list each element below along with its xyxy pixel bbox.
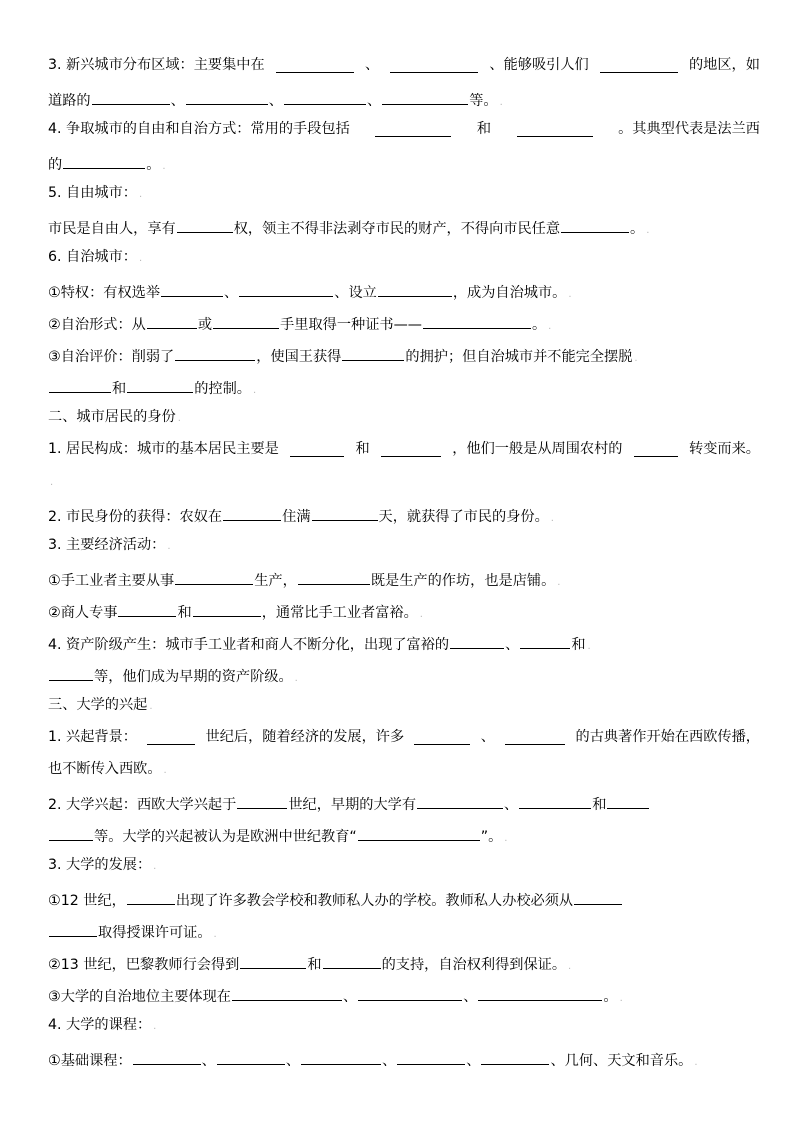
fill-in-blank[interactable]: [213, 314, 279, 329]
line-text: ③自治评价：削弱了: [48, 349, 175, 365]
paragraph-mark: .: [294, 673, 298, 684]
worksheet-line: [48, 1018, 156, 1032]
fill-in-blank[interactable]: [223, 506, 281, 521]
line-text: 三、大学的兴起: [48, 697, 148, 713]
paragraph-mark: .: [550, 513, 554, 524]
fill-in-blank[interactable]: [49, 826, 93, 841]
fill-in-blank[interactable]: [358, 826, 480, 841]
worksheet-line: [48, 218, 649, 236]
line-text: 4. 资产阶级产生：城市手工业者和商人不断分化，出现了富裕的: [48, 637, 450, 653]
fill-in-blank[interactable]: [323, 954, 381, 969]
line-text: 。: [603, 989, 618, 1005]
line-text: 1. 居民构成：城市的基本居民主要是: [48, 441, 279, 457]
fill-in-blank[interactable]: [49, 922, 97, 937]
worksheet-line: [48, 826, 507, 844]
line-text: 2. 大学兴起：西欧大学兴起于: [48, 797, 237, 813]
worksheet-line: [48, 90, 503, 108]
fill-in-blank[interactable]: [127, 378, 193, 393]
line-text: ①手工业者主要从事: [48, 573, 175, 589]
line-text: 和: [307, 957, 322, 973]
worksheet-line: [48, 314, 551, 332]
paragraph-mark: .: [504, 833, 508, 844]
paragraph-mark: .: [177, 413, 181, 424]
fill-in-blank[interactable]: [161, 282, 223, 297]
paragraph-mark: .: [149, 701, 153, 712]
line-text: ②13 世纪，巴黎教师行会得到: [48, 957, 240, 973]
paragraph-mark: .: [587, 641, 591, 652]
fill-in-blank[interactable]: [127, 890, 175, 905]
paragraph-mark: .: [138, 189, 143, 200]
line-text: 的地区，如: [688, 57, 760, 73]
paragraph-mark: .: [213, 929, 217, 940]
worksheet-line: [48, 1050, 698, 1068]
line-text: 世纪后，随着经济的发展，许多: [205, 729, 405, 745]
fill-in-blank[interactable]: [232, 986, 342, 1001]
paragraph-mark: .: [548, 321, 552, 332]
line-text: ①基础课程：: [48, 1053, 132, 1069]
fill-in-blank[interactable]: [520, 634, 570, 649]
paragraph-mark: .: [163, 765, 167, 776]
paragraph-mark: .: [50, 477, 54, 488]
paragraph-mark: .: [252, 385, 257, 396]
worksheet-line: [48, 378, 256, 396]
fill-in-blank[interactable]: [301, 1050, 381, 1065]
worksheet-line: [48, 474, 53, 488]
line-text: 和: [592, 797, 607, 813]
line-text: 生产，: [254, 573, 297, 589]
fill-in-blank[interactable]: [342, 346, 404, 361]
worksheet-line: [48, 346, 638, 364]
fill-in-blank[interactable]: [634, 442, 678, 457]
worksheet-line: [48, 506, 554, 524]
worksheet-line: [48, 858, 156, 872]
paragraph-mark: .: [153, 861, 157, 872]
worksheet-line: [48, 250, 142, 264]
line-text: 。其典型代表是法兰西: [618, 121, 760, 137]
line-text: 手里取得一种证书——: [280, 317, 422, 333]
fill-in-blank[interactable]: [381, 442, 441, 457]
line-text: 道路的: [48, 93, 91, 109]
worksheet-line: [48, 58, 760, 73]
line-text: 权，领主不得非法剥夺市民的财产，不得向市民任意: [233, 221, 561, 237]
fill-in-blank[interactable]: [505, 730, 565, 745]
worksheet-line: [48, 282, 572, 300]
line-text: 。: [146, 157, 161, 173]
line-text: 、: [504, 797, 519, 813]
fill-in-blank[interactable]: [239, 282, 333, 297]
fill-in-blank[interactable]: [49, 378, 111, 393]
line-text: 、: [466, 1053, 481, 1069]
fill-in-blank[interactable]: [147, 314, 197, 329]
line-text: ，使国王获得: [256, 349, 342, 365]
paragraph-mark: .: [619, 993, 623, 1004]
paragraph-mark: .: [167, 541, 171, 552]
line-text: 。: [531, 317, 547, 333]
fill-in-blank[interactable]: [312, 506, 378, 521]
fill-in-blank[interactable]: [237, 794, 287, 809]
paragraph-mark: .: [568, 961, 572, 972]
fill-in-blank[interactable]: [600, 58, 678, 73]
fill-in-blank[interactable]: [417, 794, 503, 809]
line-text: ，成为自治城市。: [452, 285, 567, 301]
line-text: 1. 兴起背景：: [48, 729, 137, 745]
line-text: 既是生产的作坊，也是店铺。: [370, 573, 556, 589]
line-text: 、: [364, 57, 380, 73]
worksheet-line: [48, 602, 423, 620]
line-text: 、: [463, 989, 478, 1005]
line-text: 的拥护；但自治城市并不能完全摆脱: [405, 349, 633, 365]
line-text: 、设立: [334, 285, 377, 301]
fill-in-blank[interactable]: [574, 890, 622, 905]
fill-in-blank[interactable]: [276, 58, 354, 73]
line-text: 的古典著作开始在西欧传播，: [575, 729, 760, 745]
line-text: ①特权：有权选举: [48, 285, 161, 301]
paragraph-mark: .: [138, 253, 143, 264]
paragraph-mark: .: [634, 353, 638, 364]
fill-in-blank[interactable]: [193, 602, 261, 617]
worksheet-line: [48, 730, 760, 745]
line-text: ”。: [480, 829, 503, 845]
fill-in-blank[interactable]: [118, 602, 176, 617]
fill-in-blank[interactable]: [481, 1050, 549, 1065]
paragraph-mark: .: [419, 609, 423, 620]
fill-in-blank[interactable]: [92, 90, 170, 105]
fill-in-blank[interactable]: [390, 58, 478, 73]
fill-in-blank[interactable]: [450, 634, 504, 649]
line-text: 、: [382, 1053, 397, 1069]
worksheet-line: [48, 890, 623, 908]
line-text: 二、城市居民的身份: [48, 409, 176, 425]
line-text: 、能够吸引人们: [489, 57, 589, 73]
worksheet-line: [48, 442, 760, 457]
line-text: 、: [285, 1053, 301, 1069]
line-text: ，通常比手工业者富裕。: [261, 605, 418, 621]
fill-in-blank[interactable]: [290, 442, 344, 457]
paragraph-mark: .: [162, 161, 166, 172]
paragraph-mark: .: [499, 97, 503, 108]
line-text: 的支持，自治权利得到保证。: [381, 957, 567, 973]
line-text: ②商人专事: [48, 605, 118, 621]
line-text: 的: [48, 157, 63, 173]
line-text: 等。大学的兴起被认为是欧洲中世纪教育“: [94, 829, 357, 845]
worksheet-line: [48, 762, 167, 776]
line-text: 、: [170, 93, 185, 109]
fill-in-blank[interactable]: [49, 666, 93, 681]
line-text: 和: [571, 637, 586, 653]
line-text: 天，就获得了市民的身份。: [378, 509, 549, 525]
fill-in-blank[interactable]: [375, 122, 451, 137]
paragraph-mark: .: [153, 1021, 157, 1032]
worksheet-line: [48, 634, 591, 652]
line-text: ②自治形式：从: [48, 317, 146, 333]
worksheet-line: [48, 666, 298, 684]
fill-in-blank[interactable]: [298, 570, 370, 585]
fill-in-blank[interactable]: [284, 90, 366, 105]
line-text: 住满: [282, 509, 311, 525]
line-text: 和: [476, 121, 492, 137]
fill-in-blank[interactable]: [517, 122, 593, 137]
worksheet-line: [48, 154, 166, 172]
line-text: 和: [177, 605, 192, 621]
line-text: 、: [366, 93, 382, 109]
worksheet-line: [48, 186, 142, 200]
worksheet-line: [48, 410, 181, 424]
line-text: 等，他们成为早期的资产阶级。: [94, 669, 293, 685]
fill-in-blank[interactable]: [382, 90, 468, 105]
line-text: ，他们一般是从周围农村的: [452, 441, 623, 457]
fill-in-blank[interactable]: [186, 90, 268, 105]
worksheet-line: [48, 698, 153, 712]
paragraph-mark: .: [557, 577, 561, 588]
line-text: 、: [505, 637, 520, 653]
line-text: 3. 大学的发展：: [48, 857, 152, 873]
fill-in-blank[interactable]: [63, 154, 145, 169]
paragraph-mark: .: [694, 1057, 698, 1068]
line-text: 市民是自由人，享有: [48, 221, 176, 237]
worksheet-line: [48, 954, 571, 972]
line-text: 、: [480, 729, 495, 745]
fill-in-blank[interactable]: [423, 314, 531, 329]
line-text: ③大学的自治地位主要体现在: [48, 989, 231, 1005]
line-text: 6. 自治城市：: [48, 249, 137, 265]
line-text: 5. 自由城市：: [48, 185, 137, 201]
fill-in-blank[interactable]: [378, 282, 452, 297]
paragraph-mark: .: [568, 289, 572, 300]
worksheet-line: [48, 794, 650, 812]
worksheet-line: [48, 922, 217, 940]
fill-in-blank[interactable]: [217, 1050, 285, 1065]
line-text: 和: [112, 381, 127, 397]
line-text: 也不断传入西欧。: [48, 761, 162, 777]
line-text: 、: [224, 285, 239, 301]
line-text: 3. 新兴城市分布区域：主要集中在: [48, 57, 265, 73]
fill-in-blank[interactable]: [240, 954, 306, 969]
line-text: 的控制。: [194, 381, 251, 397]
line-text: 等。: [469, 93, 498, 109]
line-text: 世纪，早期的大学有: [288, 797, 417, 813]
line-text: 出现了许多教会学校和教师私人办的学校。教师私人办校必须从: [175, 893, 574, 909]
fill-in-blank[interactable]: [561, 218, 629, 233]
line-text: 4. 争取城市的自由和自治方式：常用的手段包括: [48, 121, 350, 137]
line-text: 3. 主要经济活动：: [48, 537, 166, 553]
line-text: 。: [630, 221, 645, 237]
line-text: 转变而来。: [689, 441, 760, 457]
line-text: 或: [197, 317, 213, 333]
worksheet-line: [48, 538, 171, 552]
worksheet-line: [48, 986, 623, 1004]
fill-in-blank[interactable]: [133, 1050, 201, 1065]
line-text: ①12 世纪，: [48, 893, 126, 909]
fill-in-blank[interactable]: [519, 794, 591, 809]
line-text: 2. 市民身份的获得：农奴在: [48, 509, 223, 525]
line-text: 取得授课许可证。: [98, 925, 212, 941]
fill-in-blank[interactable]: [175, 346, 255, 361]
line-text: 4. 大学的课程：: [48, 1017, 152, 1033]
fill-in-blank[interactable]: [175, 570, 253, 585]
line-text: 、: [342, 989, 358, 1005]
line-text: 和: [355, 441, 370, 457]
worksheet-line: [48, 570, 560, 588]
worksheet-line: [48, 122, 760, 137]
fill-in-blank[interactable]: [414, 730, 470, 745]
fill-in-blank[interactable]: [358, 986, 462, 1001]
line-text: 、: [268, 93, 283, 109]
fill-in-blank[interactable]: [607, 794, 649, 809]
line-text: 、: [201, 1053, 216, 1069]
fill-in-blank[interactable]: [397, 1050, 465, 1065]
fill-in-blank[interactable]: [147, 730, 195, 745]
paragraph-mark: .: [646, 225, 650, 236]
line-text: 、几何、天文和音乐。: [550, 1053, 693, 1069]
fill-in-blank[interactable]: [177, 218, 233, 233]
fill-in-blank[interactable]: [478, 986, 602, 1001]
